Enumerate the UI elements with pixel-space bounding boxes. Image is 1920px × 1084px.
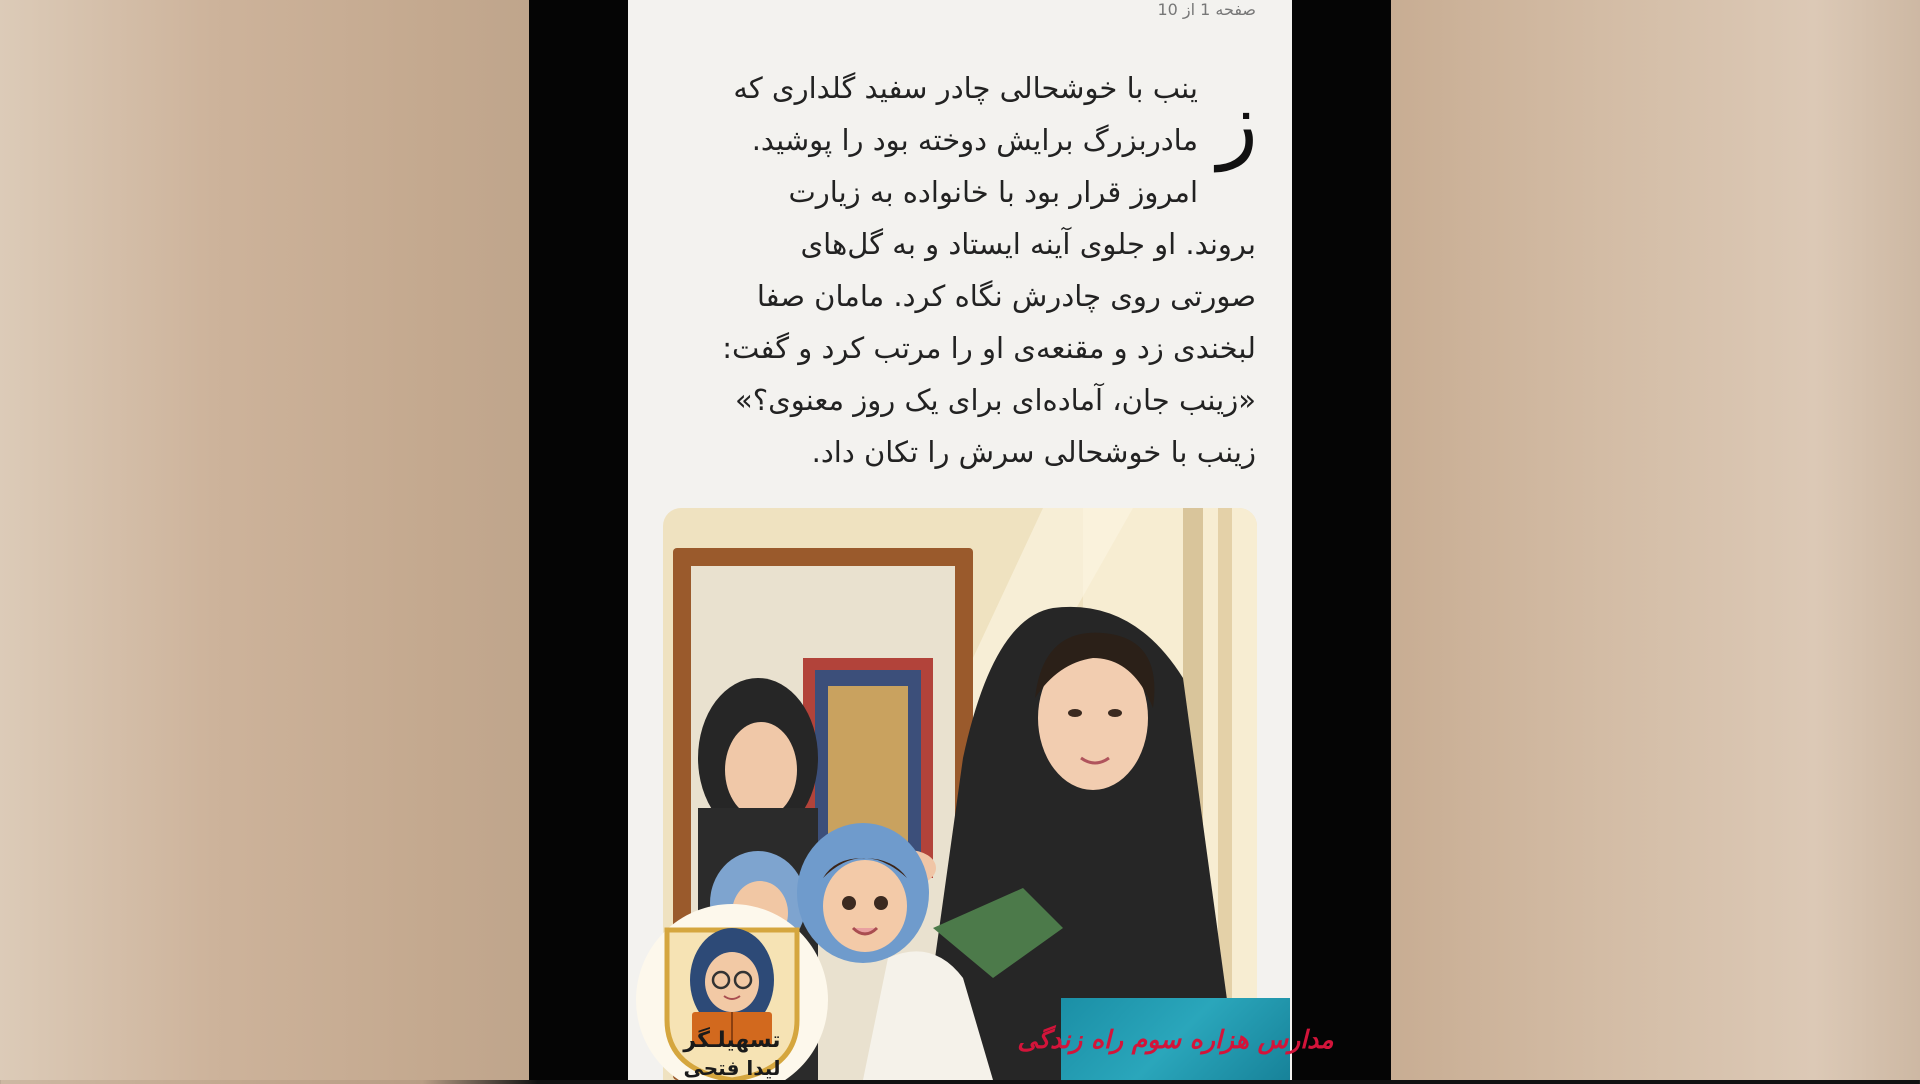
badge-line-1: تسهیلـگر [683,1028,781,1053]
facilitator-badge [632,900,832,1080]
background-right [1391,0,1920,1080]
school-banner [1017,998,1334,1080]
story-line: لبخندی زد و مقنعه‌ی او را مرتب کرد و گفت: [722,331,1256,365]
dropcap-letter: ز [1217,74,1258,172]
background-left [0,0,529,1080]
badge-line-2: لیدا فتحی [683,1056,781,1080]
story-line: مادربزرگ برایش دوخته بود را پوشید. [751,123,1198,157]
page-counter: صفحه 1 از 10 [1157,0,1256,19]
story-text [656,62,1256,478]
story-line: «زینب جان، آماده‌ای برای یک روز معنوی؟» [734,383,1256,417]
story-line: امروز قرار بود با خانواده به زیارت [788,175,1198,209]
story-line: بروند. او جلوی آینه ایستاد و به گل‌های [800,227,1256,261]
facilitator-logo [632,900,832,1080]
story-line: ینب با خوشحالی چادر سفید گلداری که [733,71,1198,105]
story-line: صورتی روی چادرش نگاه کرد. مامان صفا [756,279,1256,313]
school-banner-text: مدارس هزاره سوم راه زندگی [1017,1024,1334,1054]
story-line: زینب با خوشحالی سرش را تکان داد. [811,435,1256,469]
